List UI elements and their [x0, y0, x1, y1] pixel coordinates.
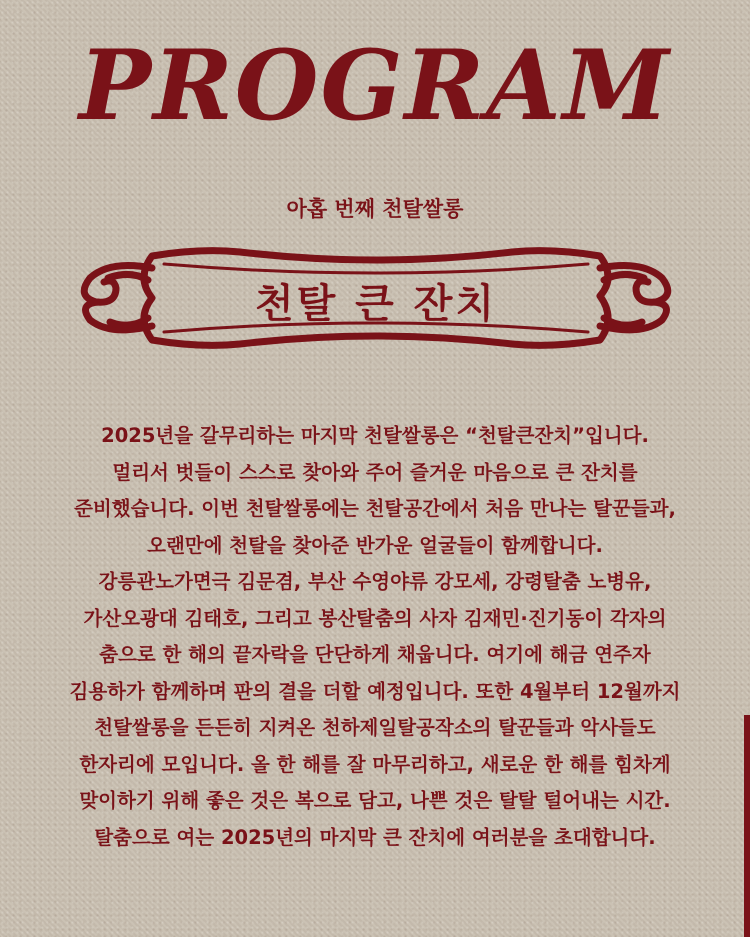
description-line: 한자리에 모입니다. 올 한 해를 잘 마무리하고, 새로운 한 해를 힘차게 — [79, 752, 671, 776]
description-line: 오랜만에 천탈을 찾아준 반가운 얼굴들이 함께합니다. — [147, 533, 603, 557]
edge-accent-bar — [744, 715, 750, 937]
description-line: 준비했습니다. 이번 천탈쌀롱에는 천탈공간에서 처음 만나는 탈꾼들과, — [74, 497, 676, 520]
description-line: 맞이하기 위해 좋은 것은 복으로 담고, 나쁜 것은 탈탈 털어내는 시간. — [79, 789, 671, 812]
program-description — [20, 418, 730, 856]
scroll-banner — [60, 238, 692, 358]
description-line: 2025년을 갈무리하는 마지막 천탈쌀롱은 “천탈큰잔치”입니다. — [101, 424, 649, 447]
page-title: PROGRAM — [78, 29, 672, 142]
description-line: 강릉관노가면극 김문겸, 부산 수영야류 강모세, 강령탈춤 노병유, — [98, 570, 652, 593]
event-subtitle: 아홉 번째 천탈쌀롱 — [286, 197, 464, 221]
description-line: 김용하가 함께하며 판의 결을 더할 예정입니다. 또한 4월부터 12월까지 — [69, 679, 681, 703]
description-line: 춤으로 한 해의 끝자락을 단단하게 채웁니다. 여기에 해금 연주자 — [99, 643, 651, 666]
banner-title: 천탈 큰 잔치 — [254, 280, 498, 327]
description-line: 가산오광대 김태호, 그리고 봉산탈춤의 사자 김재민·진기동이 각자의 — [83, 606, 667, 630]
description-line: 천탈쌀롱을 든든히 지켜온 천하제일탈공작소의 탈꾼들과 악사들도 — [94, 716, 656, 739]
description-line: 탈춤으로 여는 2025년의 마지막 큰 잔치에 여러분을 초대합니다. — [94, 825, 656, 849]
description-line: 멀리서 벗들이 스스로 찾아와 주어 즐거운 마음으로 큰 잔치를 — [112, 460, 638, 484]
